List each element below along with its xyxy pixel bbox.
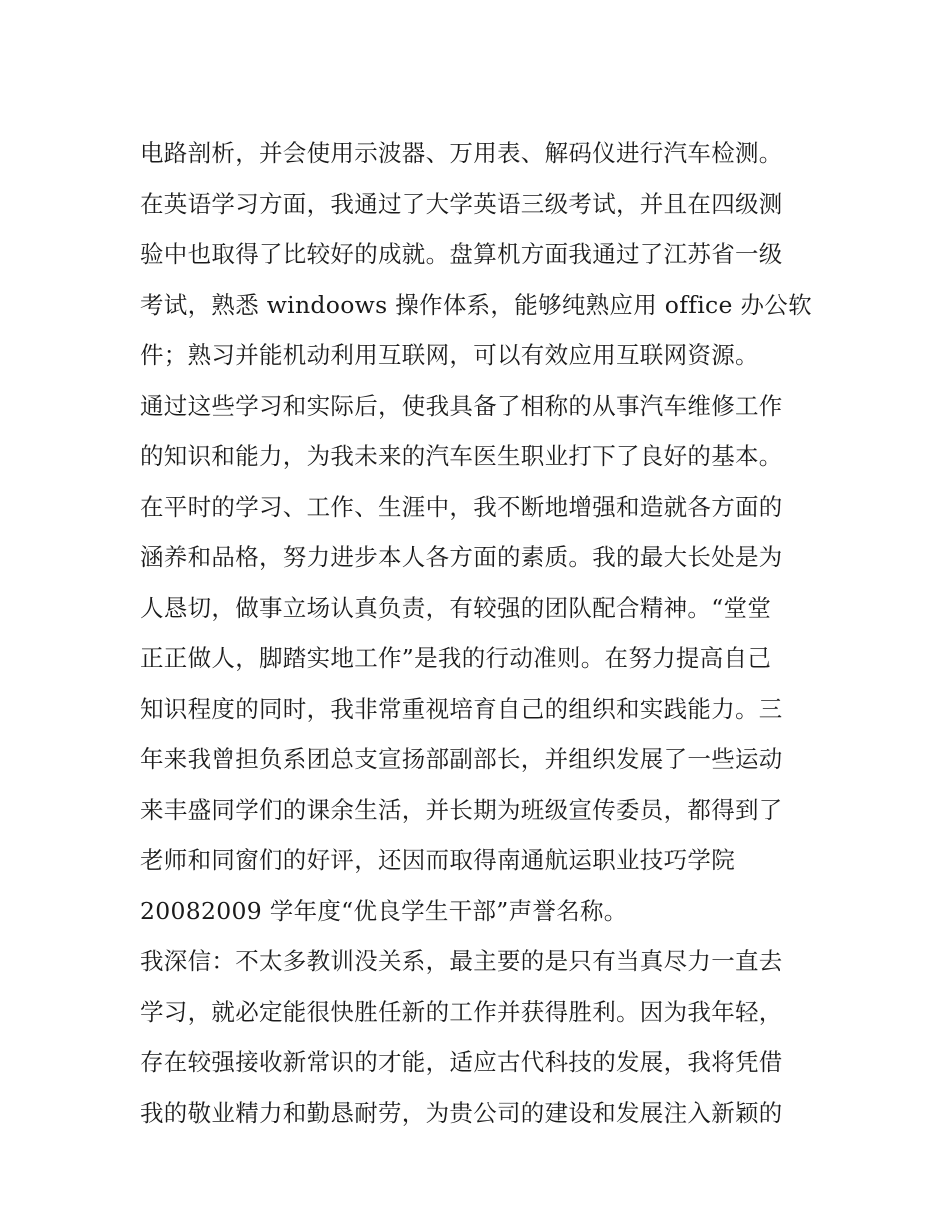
- text-line: 涵养和品格，努力进步本人各方面的素质。我的最大长处是为: [140, 543, 783, 571]
- text-line: 件；熟习并能机动利用互联网，可以有效应用互联网资源。: [140, 341, 759, 369]
- text-line: 人恳切，做事立场认真负责，有较强的团队配合精神。“堂堂: [140, 593, 772, 622]
- text-line: 知识程度的同时，我非常重视培育自己的组织和实践能力。三: [140, 694, 783, 723]
- text-line: 学习，就必定能很快胜任新的工作并获得胜利。因为我年轻，: [140, 997, 783, 1026]
- text-line: 在平时的学习、工作、生涯中，我不断地增强和造就各方面的: [140, 492, 783, 521]
- text-line: 存在较强接收新常识的才能，适应古代科技的发展，我将凭借: [140, 1048, 783, 1076]
- text-line: 通过这些学习和实际后，使我具备了相称的从事汽车维修工作: [140, 391, 783, 420]
- text-line: 验中也取得了比较好的成就。盘算机方面我通过了江苏省一级: [140, 240, 783, 268]
- text-line: 我深信：不太多教训没关系，最主要的是只有当真尽力一直去: [140, 947, 783, 975]
- body-text: [140, 128, 820, 1138]
- text-line: 考试，熟悉 windoows 操作体系，能够纯熟应用 office 办公软: [140, 290, 812, 319]
- text-line: 在英语学习方面，我通过了大学英语三级考试，并且在四级测: [140, 189, 783, 218]
- text-line: 正正做人，脚踏实地工作”是我的行动准则。在努力提高自己: [140, 644, 772, 672]
- text-line: 来丰盛同学们的课余生活，并长期为班级宣传委员，都得到了: [140, 795, 783, 824]
- text-line: 老师和同窗们的好评，还因而取得南通航运职业技巧学院: [140, 846, 735, 874]
- text-line: 的知识和能力，为我未来的汽车医生职业打下了良好的基本。: [140, 442, 783, 470]
- text-line: 电路剖析，并会使用示波器、万用表、解码仪进行汽车检测。: [140, 139, 783, 167]
- text-line: 20082009 学年度“优良学生干部”声誉名称。: [140, 896, 628, 925]
- text-line: 我的敬业精力和勤恳耐劳，为贵公司的建设和发展注入新颖的: [140, 1098, 783, 1127]
- text-line: 年来我曾担负系团总支宣扬部副部长，并组织发展了一些运动: [140, 745, 783, 773]
